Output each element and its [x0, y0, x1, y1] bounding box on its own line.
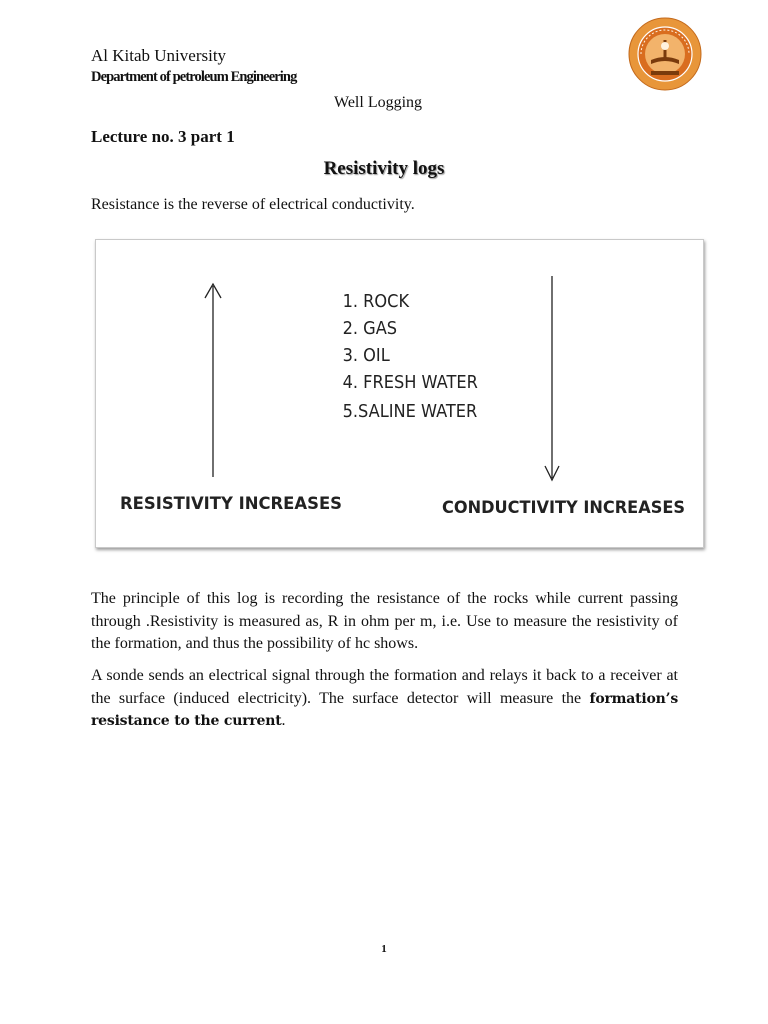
- figure-item-3: 3. OIL: [342, 345, 390, 367]
- section-title: Resistivity logs: [323, 158, 445, 179]
- paragraph-principle: The principle of this log is recording the resistance of the rocks while current passing through .Resistivity is measured as, R in ohm per m, i.e. Use to measure the resistivity of the formation, and thus the possibility of hc shows.: [91, 590, 678, 652]
- course-title: Well Logging: [334, 94, 423, 111]
- figure-item-2: 2. GAS: [342, 318, 398, 340]
- emphasized-phrase: formation’s resistance to the current: [91, 690, 678, 729]
- intro-text: Resistance is the reverse of electrical conductivity.: [91, 196, 415, 213]
- figure-item-1: 1. ROCK: [342, 291, 410, 313]
- paragraph-sonde-text: A sonde sends an electrical signal through the formation and relays it back to a receiver at the surface (induced electricity). The surface detector will measure the: [91, 667, 678, 707]
- page-number: 1: [381, 943, 387, 955]
- resistivity-figure: [95, 239, 704, 548]
- lecture-number: Lecture no. 3 part 1: [91, 127, 235, 146]
- figure-item-4: 4. FRESH WATER: [342, 372, 478, 394]
- down-arrow-icon: [545, 276, 559, 480]
- figure-item-5: 5.SALINE WATER: [342, 401, 478, 423]
- university-logo-icon: [627, 16, 703, 92]
- conductivity-increases-label: CONDUCTIVITY INCREASES: [442, 498, 685, 518]
- resistivity-increases-label: RESISTIVITY INCREASES: [120, 494, 342, 514]
- paragraph-sonde-end: .: [281, 712, 286, 729]
- up-arrow-icon: [205, 284, 221, 477]
- department-name: Department of petroleum Engineering: [91, 69, 297, 85]
- paragraph-sonde: [91, 665, 678, 733]
- university-name: Al Kitab University: [91, 46, 227, 65]
